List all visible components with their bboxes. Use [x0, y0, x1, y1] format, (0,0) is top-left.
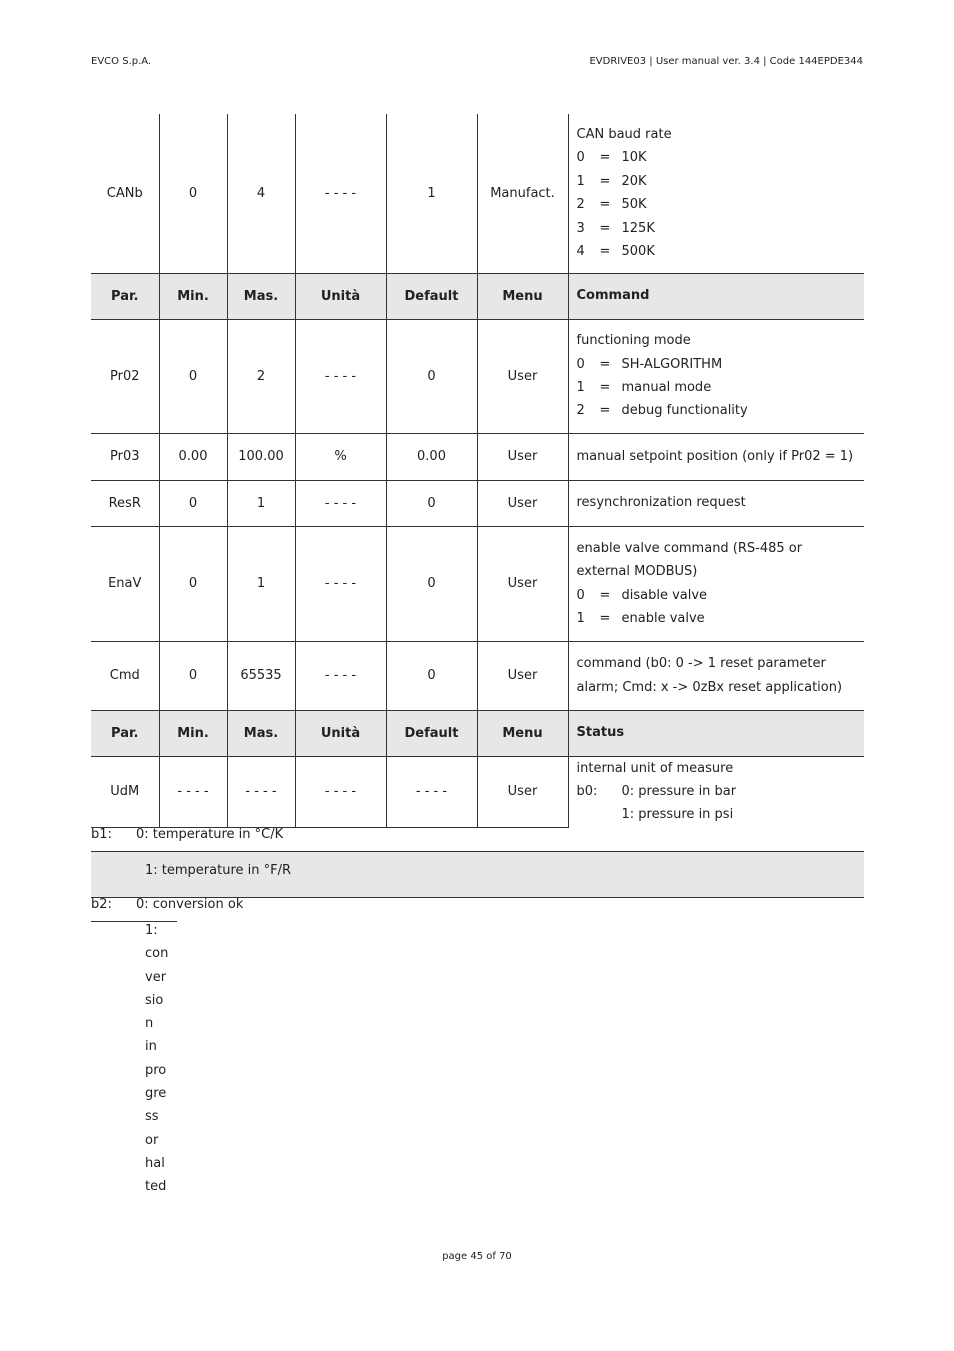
table-row — [91, 756, 864, 827]
param-min: 0.00 — [159, 433, 227, 480]
param-unit: - - - - — [295, 319, 386, 433]
param-unit: - - - - — [295, 756, 386, 827]
param-min: 0 — [159, 114, 227, 273]
param-menu: User — [477, 319, 568, 433]
param-default: - - - - — [386, 756, 477, 827]
param-unit: % — [295, 433, 386, 480]
bit-b1-line: b1: 0: temperature in °C/K — [91, 827, 284, 842]
option-line: 1 = 20K — [576, 173, 647, 189]
table-header-row — [91, 273, 864, 319]
bit-b1-value: 1: temperature in °F/R — [145, 863, 292, 878]
param-menu: User — [477, 756, 568, 827]
param-menu: User — [477, 526, 568, 641]
bit-line: b0: 0: pressure in bar — [576, 783, 737, 799]
param-max: 100.00 — [227, 433, 295, 480]
param-description: manual setpoint position (only if Pr02 = 1) — [568, 433, 864, 480]
param-max: 65535 — [227, 641, 295, 710]
table-row — [91, 433, 864, 480]
description-title: functioning mode — [576, 333, 691, 349]
description-line: enable valve command (RS-485 or — [576, 540, 803, 556]
bit-b2-wrapped-value: 1: con ver sio n in pro gre ss or hal ted — [145, 923, 169, 1195]
column-header-par: Par. — [91, 710, 159, 756]
column-header-command: Command — [568, 273, 864, 319]
column-header-max: Mas. — [227, 710, 295, 756]
param-max: 1 — [227, 480, 295, 526]
param-menu: User — [477, 433, 568, 480]
option-line: 3 = 125K — [576, 220, 655, 236]
param-max: 4 — [227, 114, 295, 273]
description-line: command (b0: 0 -> 1 reset parameter — [576, 656, 826, 672]
param-default: 0 — [386, 526, 477, 641]
param-max: 1 — [227, 526, 295, 641]
param-default: 0 — [386, 480, 477, 526]
param-min: 0 — [159, 641, 227, 710]
param-name: EnaV — [91, 526, 159, 641]
param-default: 0.00 — [386, 433, 477, 480]
param-name: UdM — [91, 756, 159, 827]
param-unit: - - - - — [295, 480, 386, 526]
bit-line: 1: pressure in psi — [621, 807, 734, 823]
page-number: page 45 of 70 — [442, 1251, 512, 1262]
param-name: Pr03 — [91, 433, 159, 480]
column-header-min: Min. — [159, 710, 227, 756]
column-header-max: Mas. — [227, 273, 295, 319]
param-default: 1 — [386, 114, 477, 273]
option-line: 2 = debug functionality — [576, 403, 748, 419]
param-min: 0 — [159, 319, 227, 433]
param-name: Cmd — [91, 641, 159, 710]
column-header-default: Default — [386, 710, 477, 756]
table-header-row — [91, 710, 864, 756]
option-line: 0 = SH-ALGORITHM — [576, 356, 723, 372]
param-menu: User — [477, 480, 568, 526]
param-max: - - - - — [227, 756, 295, 827]
table-row — [91, 641, 864, 710]
param-description — [568, 114, 864, 273]
option-line: 0 = 10K — [576, 150, 647, 166]
description-title: internal unit of measure — [576, 760, 734, 776]
column-header-unit: Unità — [295, 273, 386, 319]
table-row — [91, 319, 864, 433]
bit-b1-band — [91, 851, 864, 898]
param-description — [568, 319, 864, 433]
table-row — [91, 114, 864, 273]
param-min: - - - - — [159, 756, 227, 827]
param-description — [568, 526, 864, 641]
param-name: ResR — [91, 480, 159, 526]
header-manual-info: EVDRIVE03 | User manual ver. 3.4 | Code 144EPDE344 — [589, 56, 863, 67]
option-line: 4 = 500K — [576, 244, 655, 260]
column-header-unit: Unità — [295, 710, 386, 756]
param-name: CANb — [106, 185, 143, 201]
param-name: Pr02 — [91, 319, 159, 433]
bit-b2-line: b2: 0: conversion ok — [91, 897, 244, 912]
option-line: 0 = disable valve — [576, 587, 708, 603]
param-min: 0 — [159, 480, 227, 526]
header-company: EVCO S.p.A. — [91, 56, 152, 67]
description-line: alarm; Cmd: x -> 0zBx reset application) — [576, 679, 843, 695]
column-header-default: Default — [386, 273, 477, 319]
table-row — [91, 526, 864, 641]
column-header-menu: Menu — [477, 273, 568, 319]
param-description: resynchronization request — [568, 480, 864, 526]
column-header-menu: Menu — [477, 710, 568, 756]
param-description — [568, 641, 864, 710]
column-header-status: Status — [568, 710, 864, 756]
param-default: 0 — [386, 319, 477, 433]
param-menu: User — [477, 641, 568, 710]
option-line: 1 = enable valve — [576, 610, 705, 626]
param-menu: Manufact. — [477, 114, 568, 273]
column-header-min: Min. — [159, 273, 227, 319]
table-row — [91, 480, 864, 526]
param-max: 2 — [227, 319, 295, 433]
option-line: 1 = manual mode — [576, 380, 712, 395]
param-min: 0 — [159, 526, 227, 641]
column-header-par: Par. — [91, 273, 159, 319]
description-line: external MODBUS) — [576, 564, 698, 580]
parameters-table — [91, 114, 864, 828]
param-unit: - - - - — [295, 641, 386, 710]
param-default: 0 — [386, 641, 477, 710]
param-unit: - - - - — [295, 114, 386, 273]
param-unit: - - - - — [295, 526, 386, 641]
description-title: CAN baud rate — [576, 127, 672, 143]
param-description — [568, 756, 864, 827]
option-line: 2 = 50K — [576, 197, 647, 213]
